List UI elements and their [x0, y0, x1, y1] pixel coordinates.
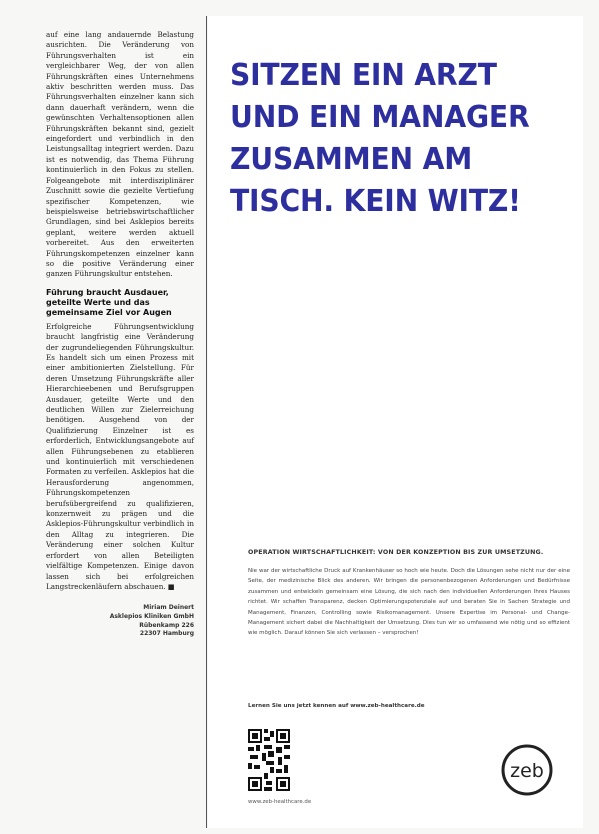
- ad-body-text: Nie war der wirtschaftliche Druck auf Krankenhäuser so hoch wie heute. Doch die Lösungen sehe nicht nur der eine Seite, der medizinische Blick des anderen. Wir bringen die personenbezogenen Anforderungen und Bedürfnisse zusammen und entwickeln gemeinsam eine Lösung, die sich nach den individuellen Anforderungen Ihres Hauses richtet. Wir schaffen Transparenz, decken Optimierungspotenziale auf und beraten Sie in Sachen Strategie und Management, Finanzen, Controlling sowie Risikomanagement. Unsere Expertise im Personal- und Change-Management sichert dabei die Nachhaltigkeit der Umsetzung. Dies tun wir so umfassend wie nötig und so effizient wie möglich. Darauf können Sie sich verlassen – versprochen!: [248, 568, 570, 637]
- column-divider: [206, 16, 207, 828]
- ad-subheading: OPERATION WIRTSCHAFTLICHKEIT: VON DER KONZEPTION BIS ZUR UMSETZUNG.: [248, 549, 544, 556]
- ad-call-to-action: Lernen Sie uns jetzt kennen auf www.zeb-healthcare.de: [248, 703, 425, 709]
- logo-text: zeb: [510, 760, 544, 782]
- article-paragraph: Erfolgreiche Führungsentwicklung braucht langfristig eine Veränderung der zugrundeliegenden Führungskultur. Es handelt sich um einen Prozess mit einer ambitionierten Zielstellung. Für deren Umsetzung Führungskräfte aller Hierarchieebenen und Berufsgruppen Ausdauer, geteilte Werte und den deutlichen Willen zur Zielerreichung benötigen. Ausgehend von der Qualifizierung Einzelner ist es erforderlich, Entwicklungsangebote auf allen Führungsebenen zu etablieren und kontinuierlich mit verschiedenen Formaten zu verfeilen. Asklepios hat die Herausforderung angenommen, Führungskompetenzen berufsübergreifend zu qualifizieren, konzernweit zu prägen und die Asklepios-Führungskultur verbindlich in den Alltag zu integrieren. Die Veränderung einer solchen Kultur erfordert von allen Beteiligten vielfältige Kompetenzen. Einige davon lassen sich bei erfolgreichen Langstreckenläufern abschauen. ■: [46, 321, 194, 591]
- author-name: Miriam Deinert: [143, 604, 194, 612]
- author-street: Rübenkamp 226: [139, 621, 194, 629]
- ad-headline-line: SITZEN EIN ARZT: [230, 58, 497, 93]
- article-paragraph: auf eine lang andauernde Belastung ausrichten. Die Veränderung von Führungsverhalten ist ein vergleichbarer Weg, der von allen Führungskräften eines Unternehmens aktiv beschritten werden muss. Das Führungsverhalten einzelner kann sich dann dauerhaft verändern, wenn die gewünschten Verhaltensoptionen allen Führungskräften bekannt sind, gezielt eingefordert und verbindlich in den Leistungsalltag integriert werden. Dazu ist es notwendig, das Thema Führung kontinuierlich in den Fokus zu stellen. Folgeangebote mit interdisziplinärer Zuschnitt sowie die gezielte Vertiefung spezifischer Kompetenzen, wie beispielsweise betriebswirtschaftlicher Grundlagen, sind bei Asklepios bereits geplant, weitere werden aktuell vorbereitet. Aus den erweiterten Führungskompetenzen einzelner kann so die positive Veränderung einer ganzen Führungskultur entstehen.: [46, 30, 194, 279]
- article-column: [46, 30, 194, 639]
- ad-headline-line: TISCH. KEIN WITZ!: [230, 184, 521, 219]
- ad-headline-line: ZUSAMMEN AM: [230, 142, 473, 177]
- author-block: [46, 604, 194, 638]
- author-city: 22307 Hamburg: [139, 630, 194, 638]
- ad-headline-line: UND EIN MANAGER: [230, 100, 530, 135]
- zeb-logo-icon: [499, 742, 555, 798]
- ad-headline: [230, 55, 559, 223]
- advertisement: [208, 16, 583, 828]
- ad-url-link[interactable]: www.zeb-healthcare.de: [248, 799, 312, 805]
- author-organization: Asklepios Kliniken GmbH: [109, 612, 194, 620]
- article-subheading: Führung braucht Ausdauer, geteilte Werte und das gemeinsame Ziel vor Augen: [46, 287, 172, 317]
- qr-code-icon[interactable]: [248, 729, 290, 791]
